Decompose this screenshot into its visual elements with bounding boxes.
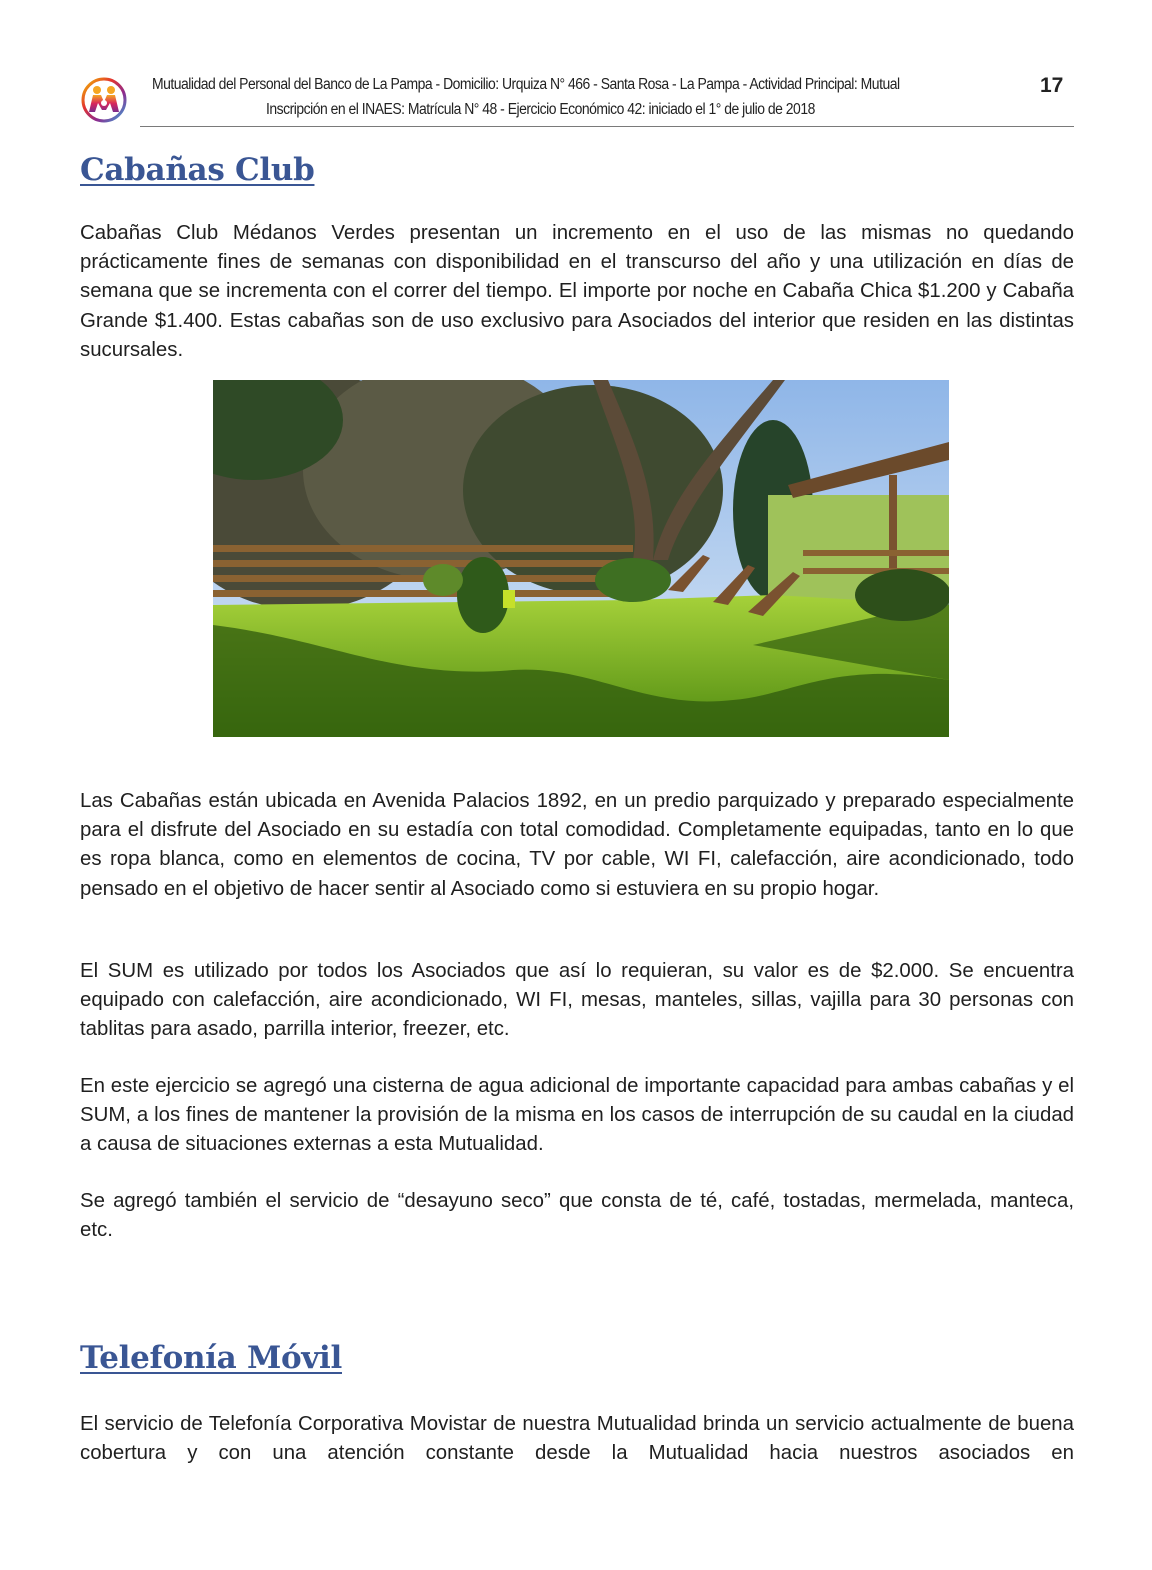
paragraph-cabanas-intro: Cabañas Club Médanos Verdes presentan un incremento en el uso de las mismas no quedando prácticamente fines de semanas con disponibilidad en el transcurso del año y una utilización en días de semana que se incrementa con el correr del tiempo. El importe por noche en Cabaña Chica $1.200 y Cabaña Grande $1.400. Estas cabañas son de uso exclusivo para Asociados del interior que residen en las distintas sucursales. xyxy=(80,222,1074,361)
paragraph-desayuno: Se agregó también el servicio de “desayuno seco” que consta de té, café, tostadas, mermelada, manteca, etc. xyxy=(80,1190,1074,1242)
paragraph-cisterna: En este ejercicio se agregó una cisterna de agua adicional de importante capacidad para ambas cabañas y el SUM, a los fines de mantener la provisión de la misma en los casos de interrupción de su caudal en la ciudad a causa de situaciones externas a esta Mutualidad. xyxy=(80,1075,1074,1156)
mutual-logo-icon xyxy=(80,76,128,124)
section-title-cabanas: Cabañas Club xyxy=(80,152,315,188)
header-divider xyxy=(140,126,1074,127)
paragraph-sum: El SUM es utilizado por todos los Asociados que así lo requieran, su valor es de $2.000. Se encuentra equipado con calefacción, aire acondicionado, WI FI, mesas, manteles, sillas, vajilla para 30 personas con tablitas para asado, parrilla interior, freezer, etc. xyxy=(80,960,1074,1041)
paragraph-cabanas-ubicacion: Las Cabañas están ubicada en Avenida Palacios 1892, en un predio parquizado y preparado especialmente para el disfrute del Asociado en su estadía con total comodidad. Completamente equipadas, tanto en lo que es ropa blanca, como en elementos de cocina, TV por cable, WI FI, calefacción, aire acondicionado, todo pensado en el objetivo de hacer sentir al Asociado como si estuviera en su propio hogar. xyxy=(80,790,1074,900)
page-number: 17 xyxy=(1040,74,1064,97)
cabanas-garden-photo xyxy=(213,380,949,737)
header-line-2: Inscripción en el INAES: Matrícula N° 48 - Ejercicio Económico 42: iniciado el 1° de julio de 2018 xyxy=(266,101,815,118)
header-line-1: Mutualidad del Personal del Banco de La Pampa - Domicilio: Urquiza N° 466 - Santa Rosa - La Pampa - Actividad Principal: Mutual xyxy=(152,76,900,93)
paragraph-telefonia-intro: El servicio de Telefonía Corporativa Movistar de nuestra Mutualidad brinda un servicio actualmente de buena cobertura y con una atención constante desde la Mutualidad hacia nuestros asociados en xyxy=(80,1413,1074,1465)
page-header xyxy=(78,70,1078,130)
section-title-telefonia: Telefonía Móvil xyxy=(80,1340,342,1376)
